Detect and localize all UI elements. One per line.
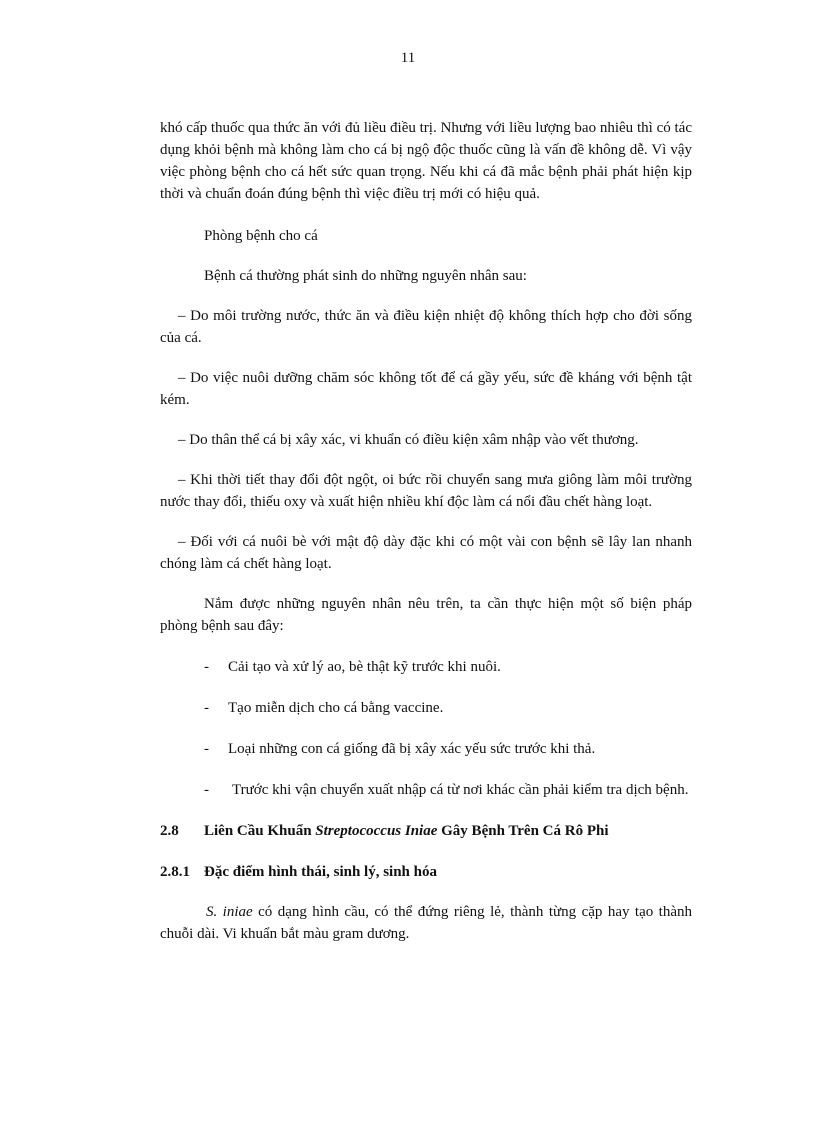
measure-text: Cải tạo và xử lý ao, bè thật kỹ trước khi nuôi. (228, 659, 501, 675)
subsection-number: 2.8.1 (160, 864, 190, 880)
cause-item: – Khi thời tiết thay đổi đột ngột, oi bức rồi chuyển sang mưa giông làm môi trường nước thay đổi, thiếu oxy và xuất hiện nhiều khí độc làm cá nổi đầu chết hàng loạt. (160, 472, 692, 510)
cause-item: – Do thân thể cá bị xây xác, vi khuẩn có điều kiện xâm nhập vào vết thương. (178, 432, 639, 448)
page-number: 11 (400, 50, 416, 66)
bullet-marker: - (204, 741, 209, 757)
section-heading (160, 820, 692, 842)
section-title-end: Gây Bệnh Trên Cá Rô Phi (437, 823, 609, 839)
measure-text: Loại những con cá giống đã bị xây xác yếu sức trước khi thả. (228, 741, 596, 757)
causes-intro: Bệnh cá thường phát sinh do những nguyên nhân sau: (204, 268, 527, 284)
measure-item (160, 779, 692, 801)
section-title-start: Liên Cầu Khuẩn (204, 823, 316, 839)
intro-paragraph: khó cấp thuốc qua thức ăn với đủ liều điều trị. Nhưng với liều lượng bao nhiêu thì có tác dụng khỏi bệnh mà không làm cho cá bị ngộ độc thuốc cũng là vấn đề không dễ. Vì vậy việc phòng bệnh cho cá hết sức quan trọng. Nếu khi cá đã mắc bệnh phải phát hiện kịp thời và chuẩn đoán đúng bệnh thì việc điều trị mới có hiệu quả. (160, 120, 692, 202)
subsection-heading (160, 861, 692, 883)
cause-item: – Do việc nuôi dưỡng chăm sóc không tốt để cá gầy yếu, sức đề kháng với bệnh tật kém. (160, 370, 692, 408)
species-paragraph (160, 901, 692, 945)
measure-item (160, 697, 692, 719)
species-name: S. iniae (206, 904, 253, 920)
measure-item (160, 738, 692, 760)
section-number: 2.8 (160, 823, 179, 839)
bullet-marker: - (204, 659, 209, 675)
document-body (160, 117, 692, 945)
measure-item (160, 656, 692, 678)
bullet-marker: - (204, 782, 209, 798)
prevention-heading: Phòng bệnh cho cá (204, 228, 318, 244)
measure-text: Trước khi vận chuyển xuất nhập cá từ nơi khác cần phải kiểm tra dịch bệnh. (232, 782, 689, 798)
subsection-title: Đặc điểm hình thái, sinh lý, sinh hóa (204, 864, 437, 880)
cause-item: – Do môi trường nước, thức ăn và điều kiện nhiệt độ không thích hợp cho đời sống của cá. (160, 308, 692, 346)
section-title-species: Streptococcus Iniae (315, 823, 438, 839)
measure-text: Tạo miễn dịch cho cá bằng vaccine. (228, 700, 444, 716)
bullet-marker: - (204, 700, 209, 716)
cause-item: – Đối với cá nuôi bè với mật độ dày đặc khi có một vài con bệnh sẽ lây lan nhanh chóng làm cá chết hàng loạt. (160, 534, 692, 572)
species-description: có dạng hình cầu, có thể đứng riêng lẻ, thành từng cặp hay tạo thành chuỗi dài. Vi khuẩn bắt màu gram dương. (160, 904, 692, 942)
measures-intro: Nắm được những nguyên nhân nêu trên, ta cần thực hiện một số biện pháp phòng bệnh sau đây: (160, 596, 692, 634)
